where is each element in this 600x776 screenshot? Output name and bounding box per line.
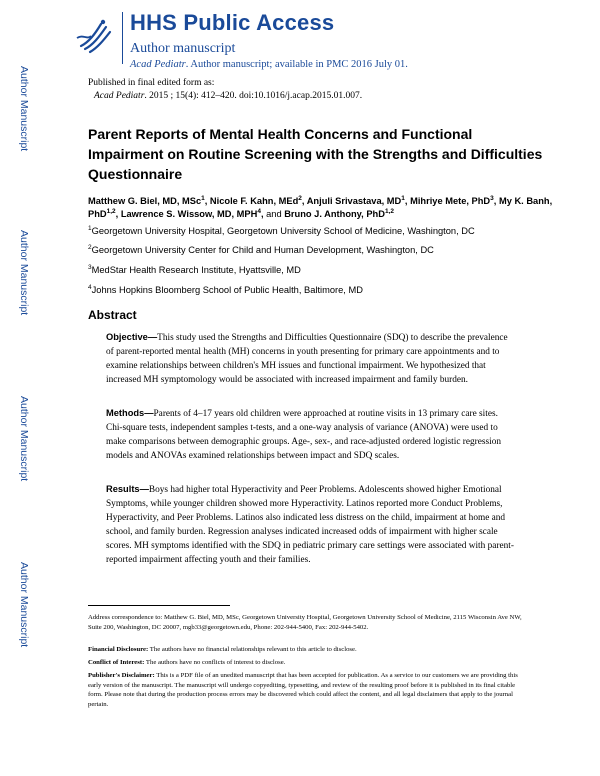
author: Mihriye Mete, PhD [410, 196, 491, 206]
availability-line: Acad Pediatr. Author manuscript; available in PMC 2016 July 01. [130, 59, 408, 70]
author: Anjuli Srivastava, MD [306, 196, 402, 206]
abstract-heading: Abstract [88, 308, 137, 322]
side-label-4: Author Manuscript [18, 562, 30, 648]
affiliation: $^4$Johns Hopkins Bloomberg School of Public Health, Baltimore, MD [88, 283, 363, 295]
side-label-1: Author Manuscript [18, 66, 30, 152]
author-list: Matthew G. Biel, MD, MSc$^1$, Nicole F. Kahn, MEd$^2$, Anjuli Srivastava, $MD^1$, Mihriye Mete, PhD$^3$, My K. Banh, PhD$^{1,2}$, Lawrence S. Wissow, MD, MPH$^4$, and Bruno J. Anthony, PhD$^{1,2}$ [88, 194, 553, 219]
abstract-objective: Objective—This study used the Strengths and Difficulties Questionnaire (SDQ) to describe the prevalence of parent-reported mental health (MH) concerns in youth presenting for primary care appointments and to examine relationships between children's MH issues and functional impairment. We hypothesized that increased MH symptomology would be associated with increased impairment and family burden. [106, 332, 508, 385]
abstract-results: Results—Boys had higher total Hyperactivity and Peer Problems. Adolescents showed higher Emotional Symptoms, while younger children showed more Hyperactivity. Latinos reported more Conduct Problems, Hyperactivity, and Peer Problems. Latinos also indicated less distress on the child, impairment at home and school, and family burden. Regression analyses indicated increased odds of impairment with higher scale scores. MH symptoms identified with the SDQ in pediatric primary care settings were associated with parent-reported impairment affecting youth and their families. [106, 484, 514, 565]
author: Nicole F. Kahn, MEd [209, 196, 299, 206]
affiliation: $^3$MedStar Health Research Institute, Hyattsville, MD [88, 263, 301, 275]
affiliation: $^2$Georgetown University Center for Child and Human Development, Washington, DC [88, 243, 434, 255]
author: Matthew G. Biel, MD, MSc [88, 196, 202, 206]
author: Lawrence S. Wissow, MD, MPH [120, 209, 258, 219]
hhs-eagle-logo [75, 16, 115, 56]
author-manuscript-subtitle: Author manuscript [130, 41, 236, 56]
abstract-methods: Methods—Parents of 4–17 years old children were approached at routine visits in 13 primary care sites. Chi-square tests, independent samples t-tests, and a one-way analysis of variance (ANOVA) were used to make comparisons between demographic groups. Age-, sex-, and race-adjusted ordered logistic regression models and ANOVAs examined relationships between impact and SDQ scales. [106, 408, 501, 461]
author: Bruno J. Anthony, PhD [284, 209, 385, 219]
hhs-public-access-title: HHS Public Access [130, 10, 335, 35]
conflict-of-interest: Conflict of Interest: The authors have no conflicts of interest to disclose. [88, 659, 286, 666]
published-in-label: Published in final edited form as: [88, 78, 215, 88]
header-divider [122, 12, 123, 64]
author: My K. Banh, PhD [88, 196, 553, 219]
affiliation: $^1$Georgetown University Hospital, Georgetown University School of Medicine, Washington, DC [88, 224, 475, 236]
citation: Acad Pediatr. 2015 ; 15(4): 412–420. doi:10.1016/j.acap.2015.01.007. [94, 91, 363, 101]
side-label-2: Author Manuscript [18, 230, 30, 316]
correspondence-note: Address correspondence to: Matthew G. Biel, MD, MSc, Georgetown University Hospital, Georgetown University School of Medicine, 2115 Wisconsin Ave NW, Suite 200, Washington, DC 20007, mgb33@georgetown.edu, Phone: 202-944-5400, Fax: 202-944-5402. [88, 614, 522, 631]
publisher-disclaimer: Publisher's Disclaimer: This is a PDF file of an unedited manuscript that has been accepted for publication. As a service to our customers we are providing this early version of the manuscript. The manuscript will undergo copyediting, typesetting, and review of the resulting proof before it is published in its final citable form. Please note that during the production process errors may be discovered which could affect the content, and all legal disclaimers that apply to the journal pertain. [88, 672, 518, 708]
financial-disclosure: Financial Disclosure: The authors have no financial relationships relevant to this article to disclose. [88, 646, 357, 653]
side-label-3: Author Manuscript [18, 396, 30, 482]
article-title: Parent Reports of Mental Health Concerns and Functional Impairment on Routine Screening with the Strengths and Difficulties Questionnaire [88, 126, 543, 182]
footnote-divider [88, 605, 230, 606]
